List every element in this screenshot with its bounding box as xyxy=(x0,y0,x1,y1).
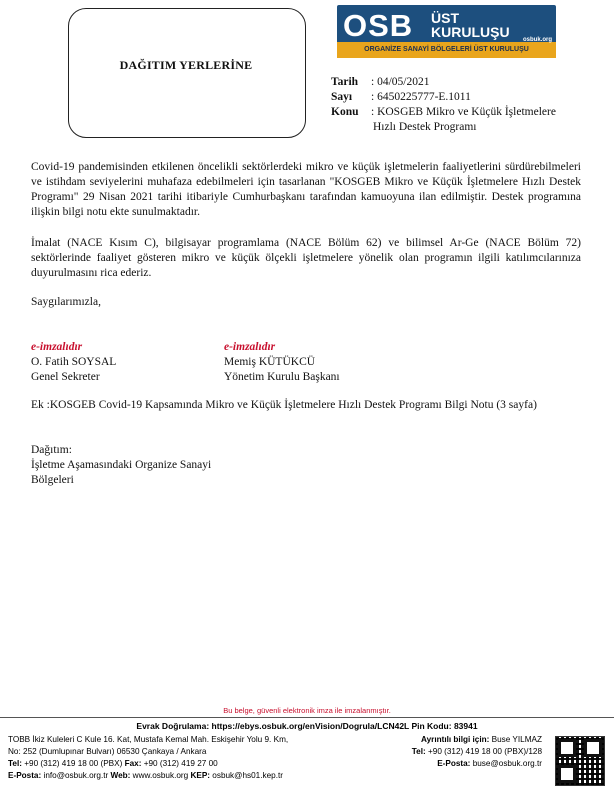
logo-ust-text: ÜST xyxy=(431,10,459,26)
date-value: : 04/05/2021 xyxy=(371,76,430,88)
number-row xyxy=(331,90,471,104)
address-line-1: TOBB İkiz Kuleleri C Kule 16. Kat, Mustafa Kemal Mah. Eskişehir Yolu 9. Km, xyxy=(8,735,289,744)
footer-divider xyxy=(0,717,614,718)
tel-label: Tel: xyxy=(8,759,22,768)
distribution-line-1: İşletme Aşamasındaki Organize Sanayi xyxy=(31,459,212,471)
distribution-block xyxy=(31,443,211,488)
contact-label: Ayrıntılı bilgi için: xyxy=(420,735,490,744)
kep-label: KEP: xyxy=(190,771,211,780)
phone-fax-line xyxy=(8,758,348,770)
footer-contact xyxy=(370,734,542,770)
subject-row xyxy=(331,105,556,119)
closing-text: Saygılarımızla, xyxy=(31,296,101,308)
verification-line: Evrak Doğrulama: https://ebys.osbuk.org/enVision/Dogrula/LCN42L Pin Kodu: 83941 xyxy=(136,721,478,731)
contact-email-line xyxy=(370,758,542,770)
email-value[interactable]: info@osbuk.org.tr xyxy=(41,771,111,780)
subject-value-cont: Hızlı Destek Programı xyxy=(373,121,477,133)
signature-1 xyxy=(31,340,116,385)
email-web-line xyxy=(8,770,348,782)
date-label: Tarih xyxy=(331,76,359,88)
recipient-title: DAĞITIM YERLERİNE xyxy=(119,58,253,72)
qr-finder xyxy=(584,739,602,757)
logo-osb-text: OSB xyxy=(343,8,414,43)
contact-email-label: E-Posta: xyxy=(437,759,471,768)
body-paragraph-1: Covid-19 pandemisinden etkilenen öncelikli sektörlerdeki mikro ve küçük işletmelerin faaliyetlerini sürdürebilmeleri ve istihdam seviyelerini muhafaza edebilmeleri için tasarlanan "KOSGEB Mikro ve Küçük İşletmelere Hızlı Destek Programı" 29 Nisan 2021 tarihi itibariyle Cumhurbaşkanı tarafından kamuoyuna ilan edilmiştir. Destek programına ilişkin bilgi notu ekte sunulmaktadır. xyxy=(31,161,581,218)
number-value: : 6450225777-E.1011 xyxy=(371,91,471,103)
body-paragraph-2: İmalat (NACE Kısım C), bilgisayar programlama (NACE Bölüm 62) ve bilimsel Ar-Ge (NACE Bölüm 72) sektörlerinde faaliyet gösteren mikro ve küçük ölçekli işletmelere yönelik olan programın ilgili katılımcılarınıza duyurulmasını rica ederiz. xyxy=(31,237,581,279)
contact-line xyxy=(370,734,542,746)
signer-name: O. Fatih SOYSAL xyxy=(31,356,117,368)
logo-subtitle: ORGANİZE SANAYİ BÖLGELERİ ÜST KURULUŞU xyxy=(364,46,529,53)
logo-domain: osbuk.org xyxy=(522,37,552,43)
distribution-label: Dağıtım: xyxy=(31,444,72,456)
subject-value: : KOSGEB Mikro ve Küçük İşletmelere xyxy=(371,106,556,118)
signer-title: Yönetim Kurulu Başkanı xyxy=(224,371,340,383)
logo-kurulusu-text: KURULUŞU xyxy=(431,24,510,40)
number-label: Sayı xyxy=(331,91,353,103)
osb-logo xyxy=(337,5,556,58)
fax-value: +90 (312) 419 27 00 xyxy=(141,759,218,768)
qr-finder xyxy=(558,739,576,757)
contact-name: Buse YILMAZ xyxy=(489,735,542,744)
signer-name: Memiş KÜTÜKCÜ xyxy=(224,356,316,368)
date-row xyxy=(331,75,429,89)
contact-tel-line xyxy=(370,746,542,758)
web-value[interactable]: www.osbuk.org xyxy=(130,771,191,780)
qr-code-icon xyxy=(555,736,605,786)
attachment-note: Ek :KOSGEB Covid-19 Kapsamında Mikro ve Küçük İşletmelere Hızlı Destek Programı Bilgi Notu (3 sayfa) xyxy=(31,399,537,411)
address-line-2: No: 252 (Dumlupınar Bulvarı) 06530 Çankaya / Ankara xyxy=(8,747,207,756)
esign-notice: Bu belge, güvenli elektronik imza ile imzalanmıştır. xyxy=(223,706,391,715)
qr-finder xyxy=(558,765,576,783)
esign-label: e-imzalıdır xyxy=(224,341,276,353)
recipient-box xyxy=(68,8,306,138)
signer-title: Genel Sekreter xyxy=(31,371,100,383)
subject-label: Konu xyxy=(331,106,359,118)
contact-email-value[interactable]: buse@osbuk.org.tr xyxy=(470,759,542,768)
esign-label: e-imzalıdır xyxy=(31,341,83,353)
fax-label: Fax: xyxy=(124,759,142,768)
email-label: E-Posta: xyxy=(8,771,42,780)
signature-2 xyxy=(224,340,340,385)
contact-tel-value: +90 (312) 419 18 00 (PBX)/128 xyxy=(425,747,542,756)
distribution-line-2: Bölgeleri xyxy=(31,474,74,486)
contact-tel-label: Tel: xyxy=(411,747,426,756)
footer-address xyxy=(8,734,348,782)
web-label: Web: xyxy=(110,771,131,780)
kep-value[interactable]: osbuk@hs01.kep.tr xyxy=(210,771,283,780)
tel-value: +90 (312) 419 18 00 (PBX) xyxy=(21,759,125,768)
